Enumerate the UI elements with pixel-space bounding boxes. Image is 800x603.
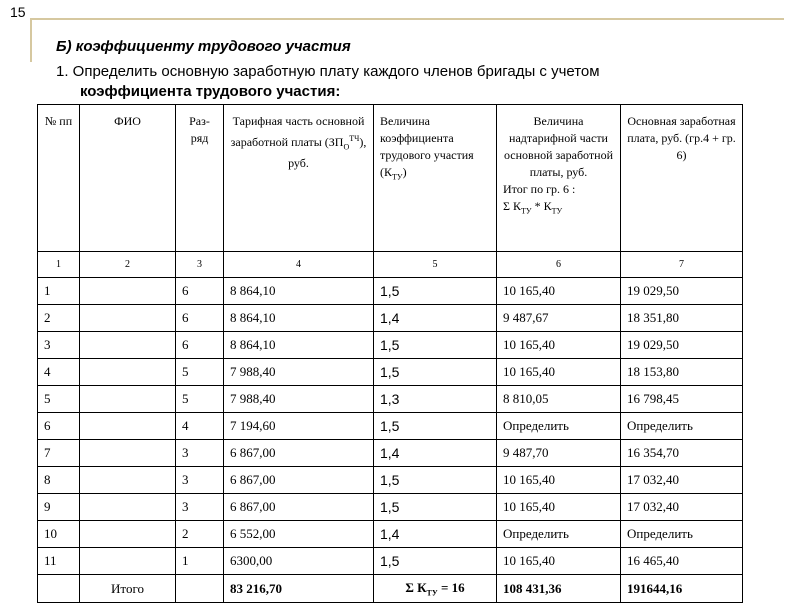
row-number: 3	[38, 332, 80, 359]
table-row	[38, 521, 743, 548]
table-row	[38, 332, 743, 359]
row-number: 8	[38, 467, 80, 494]
total-label: Итого	[80, 575, 176, 603]
row-fio	[80, 278, 176, 305]
row-fio	[80, 548, 176, 575]
row-fio	[80, 332, 176, 359]
row-number: 7	[38, 440, 80, 467]
row-tariff: 7 988,40	[224, 359, 374, 386]
row-rank: 5	[176, 359, 224, 386]
header-extra-itog: Итог по гр. 6 :	[503, 182, 576, 196]
row-extra: 9 487,67	[497, 305, 621, 332]
formula-sub-2: ТУ	[551, 206, 563, 216]
row-extra: 10 165,40	[497, 467, 621, 494]
header-tariff	[224, 105, 374, 252]
header-ktu-sub: ТУ	[392, 172, 403, 182]
row-extra: 8 810,05	[497, 386, 621, 413]
table-row	[38, 467, 743, 494]
row-tariff: 6 552,00	[224, 521, 374, 548]
table-row	[38, 386, 743, 413]
col-number: 3	[176, 252, 224, 278]
total-ktu-sub: ТУ	[426, 588, 438, 598]
total-extra: 108 431,36	[497, 575, 621, 603]
header-ktu-main: Величина коэффициента трудового участия (К	[380, 114, 474, 179]
row-rank: 3	[176, 440, 224, 467]
row-number: 11	[38, 548, 80, 575]
header-number: № пп	[38, 105, 80, 252]
col-number: 5	[374, 252, 497, 278]
task-text	[56, 62, 600, 102]
row-ktu: 1,3	[374, 386, 497, 413]
row-tariff: 6300,00	[224, 548, 374, 575]
row-ktu: 1,5	[374, 332, 497, 359]
row-fio	[80, 413, 176, 440]
col-number: 2	[80, 252, 176, 278]
row-fio	[80, 440, 176, 467]
slide-number: 15	[10, 4, 26, 20]
row-tariff: 6 867,00	[224, 467, 374, 494]
row-number: 10	[38, 521, 80, 548]
row-total: 17 032,40	[621, 467, 743, 494]
row-fio	[80, 359, 176, 386]
row-number: 6	[38, 413, 80, 440]
header-extra-formula	[503, 198, 614, 219]
total-empty-cell	[176, 575, 224, 603]
header-extra	[497, 105, 621, 252]
row-tariff: 6 867,00	[224, 494, 374, 521]
row-tariff: 8 864,10	[224, 278, 374, 305]
table-row	[38, 359, 743, 386]
row-rank: 6	[176, 278, 224, 305]
total-ktu-prefix: Σ К	[405, 579, 427, 595]
row-total: 16 798,45	[621, 386, 743, 413]
table-row	[38, 440, 743, 467]
row-number: 2	[38, 305, 80, 332]
row-total: Определить	[621, 521, 743, 548]
row-extra: 10 165,40	[497, 548, 621, 575]
row-number: 1	[38, 278, 80, 305]
row-fio	[80, 494, 176, 521]
row-rank: 4	[176, 413, 224, 440]
total-empty-cell	[38, 575, 80, 603]
table-row	[38, 494, 743, 521]
header-tariff-sup: ТЧ	[349, 134, 360, 143]
row-tariff: 7 194,60	[224, 413, 374, 440]
salary-table	[37, 104, 743, 603]
row-total: 16 465,40	[621, 548, 743, 575]
decorative-left-line	[30, 18, 32, 62]
row-total: 18 153,80	[621, 359, 743, 386]
formula-operator: * К	[531, 199, 552, 213]
row-total: 19 029,50	[621, 278, 743, 305]
header-tariff-main: Тарифная часть основной заработной платы (ЗП	[230, 114, 365, 149]
row-rank: 3	[176, 467, 224, 494]
total-ktu	[374, 575, 497, 603]
decorative-top-line	[30, 18, 784, 20]
row-total: 17 032,40	[621, 494, 743, 521]
header-extra-main: Величина надтарифной части основной заработной платы, руб.	[504, 114, 613, 179]
row-rank: 6	[176, 332, 224, 359]
row-number: 4	[38, 359, 80, 386]
row-extra: 10 165,40	[497, 278, 621, 305]
row-ktu: 1,5	[374, 494, 497, 521]
row-extra: 10 165,40	[497, 494, 621, 521]
header-fio: ФИО	[80, 105, 176, 252]
row-ktu: 1,5	[374, 467, 497, 494]
task-line-1: 1. Определить основную заработную плату каждого членов бригады с учетом	[56, 63, 600, 80]
table-body	[38, 278, 743, 575]
formula-part-a: Σ К	[503, 199, 521, 213]
row-tariff: 6 867,00	[224, 440, 374, 467]
row-extra: Определить	[497, 521, 621, 548]
header-total: Основная заработная плата, руб. (гр.4 + гр. 6)	[621, 105, 743, 252]
row-number: 5	[38, 386, 80, 413]
row-ktu: 1,5	[374, 278, 497, 305]
total-row	[38, 575, 743, 603]
row-ktu: 1,4	[374, 305, 497, 332]
total-salary: 191644,16	[621, 575, 743, 603]
section-heading: Б) коэффициенту трудового участия	[56, 38, 351, 55]
row-extra: 10 165,40	[497, 359, 621, 386]
row-fio	[80, 386, 176, 413]
total-ktu-value: = 16	[437, 579, 465, 595]
table-row	[38, 413, 743, 440]
row-ktu: 1,5	[374, 413, 497, 440]
header-rank: Раз-ряд	[176, 105, 224, 252]
row-ktu: 1,4	[374, 440, 497, 467]
row-total: Определить	[621, 413, 743, 440]
header-tariff-tail: ), руб.	[288, 135, 367, 171]
header-ktu	[374, 105, 497, 252]
row-ktu: 1,5	[374, 359, 497, 386]
row-fio	[80, 305, 176, 332]
col-number: 7	[621, 252, 743, 278]
col-number: 6	[497, 252, 621, 278]
row-rank: 1	[176, 548, 224, 575]
row-ktu: 1,4	[374, 521, 497, 548]
row-total: 16 354,70	[621, 440, 743, 467]
header-tariff-sub: О	[343, 142, 350, 152]
row-extra: 9 487,70	[497, 440, 621, 467]
row-rank: 5	[176, 386, 224, 413]
row-tariff: 8 864,10	[224, 305, 374, 332]
row-rank: 2	[176, 521, 224, 548]
table-row	[38, 305, 743, 332]
row-total: 18 351,80	[621, 305, 743, 332]
row-fio	[80, 521, 176, 548]
table-row	[38, 548, 743, 575]
row-total: 19 029,50	[621, 332, 743, 359]
row-tariff: 8 864,10	[224, 332, 374, 359]
col-number: 1	[38, 252, 80, 278]
row-fio	[80, 467, 176, 494]
row-ktu: 1,5	[374, 548, 497, 575]
col-number: 4	[224, 252, 374, 278]
total-tariff: 83 216,70	[224, 575, 374, 603]
row-rank: 3	[176, 494, 224, 521]
row-tariff: 7 988,40	[224, 386, 374, 413]
row-rank: 6	[176, 305, 224, 332]
formula-sub-1: ТУ	[521, 206, 532, 216]
header-row	[38, 105, 743, 252]
row-number: 9	[38, 494, 80, 521]
table-row	[38, 278, 743, 305]
task-line-2: коэффициента трудового участия:	[80, 83, 341, 100]
row-extra: 10 165,40	[497, 332, 621, 359]
row-extra: Определить	[497, 413, 621, 440]
header-ktu-tail: )	[402, 165, 407, 179]
column-number-row	[38, 252, 743, 278]
